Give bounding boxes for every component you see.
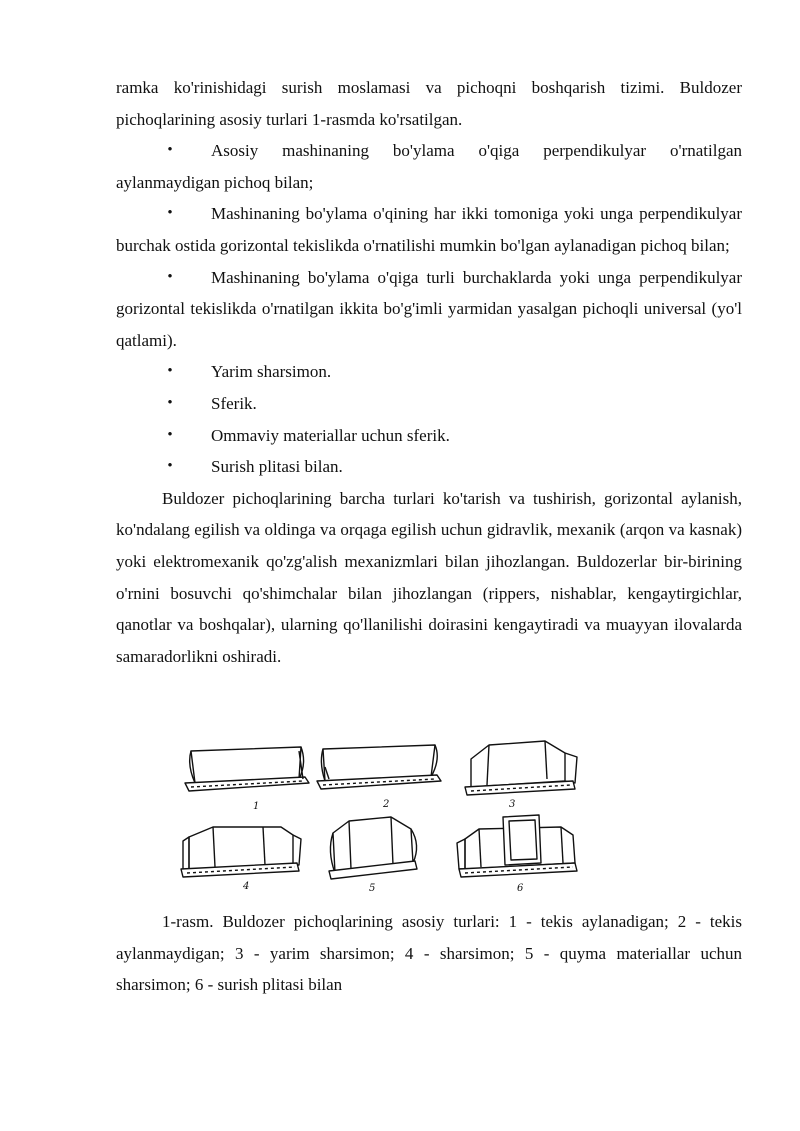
blade-2-drawing xyxy=(317,745,441,789)
paragraph-equipment: Buldozer pichoqlarining barcha turlari ko'tarish va tushirish, gorizontal aylanish, ko'ndalang egilish va oldinga va orqaga egilish uchun gidravlik, mexanik (arqon va kasnak) yoki elektromexanik qo'zg'alish mexanizmlari bilan jihozlangan. Buldozerlar bir-birining o'rnini bosuvchi qo'shimchalar bilan jihozlangan (rippers, nishablar, kengaytirgichlar, qanotlar va boshqalar), ularning qo'llanilishi doirasini kengaytiradi va muayyan ilovalarda samaradorlikni oshiradi. xyxy=(116,488,742,666)
bullet-dot-icon: • xyxy=(167,458,173,475)
figure-label: 6 xyxy=(517,883,524,894)
bullet-item xyxy=(116,388,742,420)
bullet-text: Mashinaning bo'ylama o'qiga turli burchaklarda yoki unga perpendikulyar gorizontal tekislikda o'rnatilgan ikkita bo'g'imli yarmidan yasalgan pichoqli universal (yo'l qatlami). xyxy=(116,267,742,350)
bullet-text: Ommaviy materiallar uchun sferik. xyxy=(211,425,450,445)
bullet-text: Asosiy mashinaning bo'ylama o'qiga perpendikulyar o'rnatilgan aylanmaydigan pichoq bilan; xyxy=(116,141,742,192)
bullet-dot-icon: • xyxy=(167,142,173,159)
bullet-text: Mashinaning bo'ylama o'qining har ikki tomoniga yoki unga perpendikulyar burchak ostida gorizontal tekislikda o'rnatilishi mumkin bo'lgan aylanadigan pichoq bilan; xyxy=(116,204,742,255)
bullet-item xyxy=(116,356,742,388)
blade-5-drawing xyxy=(329,817,417,879)
blade-3-drawing xyxy=(465,741,577,795)
figure-label: 2 xyxy=(383,799,390,810)
bullet-item xyxy=(116,135,742,198)
figure-label: 4 xyxy=(243,881,250,892)
bullet-item xyxy=(116,420,742,452)
bullet-dot-icon: • xyxy=(167,363,173,380)
bullet-dot-icon: • xyxy=(167,268,173,285)
bullet-text: Yarim sharsimon. xyxy=(211,362,332,382)
bullet-item xyxy=(116,198,742,261)
blade-illustrations xyxy=(173,723,583,903)
bullet-text: Surish plitasi bilan. xyxy=(211,457,343,477)
figure-label: 1 xyxy=(253,801,260,812)
blade-4-drawing xyxy=(181,827,301,877)
figure-label: 5 xyxy=(369,883,376,894)
blade-6-drawing xyxy=(457,815,577,877)
blade-types-figure xyxy=(173,723,583,903)
bullet-dot-icon: • xyxy=(167,394,173,411)
figure-label: 3 xyxy=(509,799,516,810)
bullet-dot-icon: • xyxy=(167,426,173,443)
figure-caption: 1-rasm. Buldozer pichoqlarining asosiy turlari: 1 - tekis aylanadigan; 2 - tekis aylanmaydigan; 3 - yarim sharsimon; 4 - sharsimon; 5 - quyma materiallar uchun sharsimon; 6 - surish plitasi bilan xyxy=(116,912,742,995)
body-text xyxy=(116,72,742,672)
bullet-text: Sferik. xyxy=(211,393,257,413)
blade-1-drawing xyxy=(185,747,309,791)
paragraph-intro: ramka ko'rinishidagi surish moslamasi va pichoqni boshqarish tizimi. Buldozer pichoqlarining asosiy turlari 1-rasmda ko'rsatilgan. xyxy=(116,78,742,129)
bullet-item xyxy=(116,451,742,483)
bullet-item xyxy=(116,262,742,357)
bullet-dot-icon: • xyxy=(167,205,173,222)
